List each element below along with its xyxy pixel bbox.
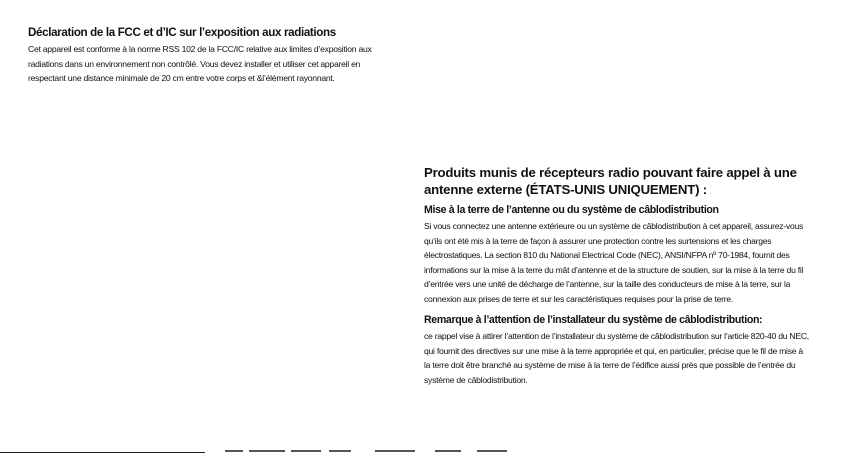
cropped-glyph — [435, 450, 461, 452]
fcc-exposure-section — [28, 26, 393, 86]
external-antenna-heading: Produits munis de récepteurs radio pouvant faire appel à une antenne externe (ÉTATS-UNIS UNIQUEMENT) : — [424, 165, 797, 197]
cropped-glyph — [249, 450, 285, 452]
fcc-exposure-body: Cet appareil est conforme à la norme RSS 102 de la FCC/IC relative aux limites d’exposition aux radiations dans un environnement non contrôlé. Vous devez installer et utiliser cet appareil en respectant une distance minimale de 20 cm entre votre corps et &l’élément rayonnant. — [28, 44, 372, 83]
section-spacer — [424, 306, 809, 313]
cropped-glyph — [329, 450, 351, 452]
cropped-glyph — [225, 450, 243, 452]
cropped-glyph — [477, 450, 507, 452]
cropped-glyph — [375, 450, 415, 452]
antenna-grounding-heading: Mise à la terre de l’antenne ou du système de câblodistribution — [424, 204, 719, 216]
cropped-glyph — [291, 450, 321, 452]
fcc-exposure-heading: Déclaration de la FCC et d’IC sur l’exposition aux radiations — [28, 26, 336, 39]
cropped-next-line — [225, 450, 525, 455]
external-antenna-section — [424, 164, 809, 387]
antenna-grounding-body: Si vous connectez une antenne extérieure ou un système de câblodistribution à cet appareil, assurez-vous qu’ils ont été mis à la terre de façon à assurer une protection contre les surtensions et les charges électrostatiques. La section 810 du National Electrical Code (NEC), ANSI/NFPA nº 70-1984, fournit des informations sur la mise à la terre du mât d’antenne et de la structure de soutien, sur la mise à la terre du fil d’entrée vers une unité de décharge de l’antenne, sur la taille des conducteurs de mise à la terre, sur la connexion aux prises de terre et sur les caractéristiques requises pour la prise de terre. — [424, 221, 804, 304]
installer-note-heading: Remarque à l’attention de l’installateur du système de câblodistribution: — [424, 314, 763, 326]
installer-note-body: ce rappel vise à attirer l’attention de l’installateur du système de câblodistribution sur l’article 820-40 du NEC, qui fournit des directives sur une mise à la terre appropriée et qui, en particulier, précise que le fil de mise à la terre doit être branché au système de mise à la terre de l’édifice aussi près que possible de l’entrée du système de câblodistribution. — [424, 331, 809, 385]
footer-rule — [0, 452, 205, 453]
